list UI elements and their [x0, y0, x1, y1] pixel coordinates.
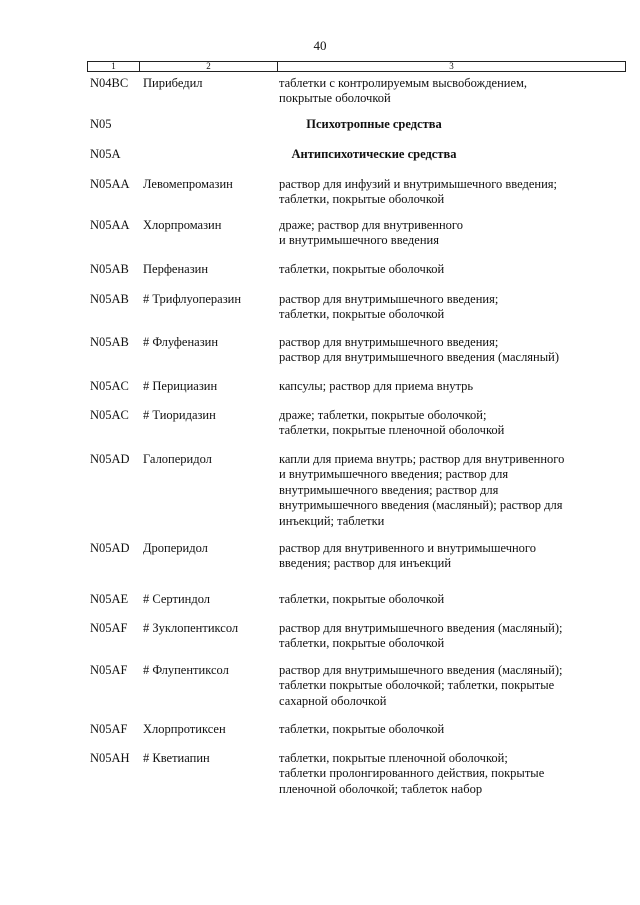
dosage-form: раствор для внутримышечного введения; таблетки, покрытые оболочкой	[279, 292, 499, 322]
drug-name: # Кветиапин	[143, 751, 210, 765]
atc-code: N05AF	[90, 663, 128, 677]
atc-code: N05AC	[90, 408, 129, 422]
atc-code: N05AC	[90, 379, 129, 393]
drug-name: Хлорпротиксен	[143, 722, 226, 736]
section-title: Антипсихотические средства	[291, 147, 457, 161]
column-header-2: 2	[140, 62, 278, 72]
atc-code: N05AD	[90, 541, 130, 555]
atc-code: N05A	[90, 147, 121, 161]
section-title: Психотропные средства	[306, 117, 442, 131]
dosage-form: таблетки, покрытые пленочной оболочкой; таблетки пролонгированного действия, покрытые пленочной оболочкой; таблеток набор	[279, 751, 545, 796]
drug-name: # Перициазин	[143, 379, 218, 393]
drug-name: # Флуфеназин	[143, 335, 219, 349]
atc-code: N05AE	[90, 592, 129, 606]
dosage-form: раствор для внутримышечного введения; раствор для внутримышечного введения (масляный)	[279, 335, 559, 365]
column-header-1: 1	[88, 62, 140, 72]
atc-code: N05AA	[90, 177, 130, 191]
drug-name: # Зуклопентиксол	[143, 621, 239, 635]
dosage-form: капсулы; раствор для приема внутрь	[279, 379, 474, 393]
dosage-form: капли для приема внутрь; раствор для внутривенного и внутримышечного введения; раствор для внутримышечного введения; раствор для внутримышечного введения (масляный); раствор для инъекций; таблетки	[279, 452, 565, 528]
dosage-form: таблетки, покрытые оболочкой	[279, 722, 445, 736]
atc-code: N05AB	[90, 335, 129, 349]
drug-name: Перфеназин	[143, 262, 209, 276]
column-header-3: 3	[278, 62, 626, 72]
drug-name: # Тиоридазин	[143, 408, 216, 422]
atc-code: N05	[90, 117, 112, 131]
dosage-form: таблетки с контролируемым высвобождением, покрытые оболочкой	[279, 76, 528, 106]
page-number: 40	[313, 38, 327, 53]
dosage-form: таблетки, покрытые оболочкой	[279, 592, 445, 606]
drug-name: Хлорпромазин	[143, 218, 222, 232]
drug-name: Пирибедил	[143, 76, 203, 90]
atc-code: N04BC	[90, 76, 129, 90]
drug-name: # Сертиндол	[143, 592, 211, 606]
atc-code: N05AD	[90, 452, 130, 466]
atc-code: N05AA	[90, 218, 130, 232]
drug-name: Дроперидол	[143, 541, 208, 555]
atc-code: N05AH	[90, 751, 130, 765]
drug-name: # Трифлуоперазин	[143, 292, 242, 306]
dosage-form: драже; раствор для внутривенного и внутримышечного введения	[279, 218, 463, 248]
atc-code: N05AF	[90, 722, 128, 736]
dosage-form: таблетки, покрытые оболочкой	[279, 262, 445, 276]
dosage-form: раствор для инфузий и внутримышечного введения; таблетки, покрытые оболочкой	[279, 177, 558, 207]
atc-code: N05AB	[90, 262, 129, 276]
drug-name: # Флупентиксол	[143, 663, 229, 677]
dosage-form: раствор для внутривенного и внутримышечного введения; раствор для инъекций	[279, 541, 536, 571]
atc-code: N05AF	[90, 621, 128, 635]
drug-name: Левомепромазин	[143, 177, 233, 191]
dosage-form: драже; таблетки, покрытые оболочкой; таблетки, покрытые пленочной оболочкой	[279, 408, 505, 438]
atc-code: N05AB	[90, 292, 129, 306]
dosage-form: раствор для внутримышечного введения (масляный); таблетки, покрытые оболочкой	[279, 621, 563, 651]
dosage-form: раствор для внутримышечного введения (масляный); таблетки покрытые оболочкой; таблетки, покрытые сахарной оболочкой	[279, 663, 563, 708]
drug-name: Галоперидол	[143, 452, 212, 466]
